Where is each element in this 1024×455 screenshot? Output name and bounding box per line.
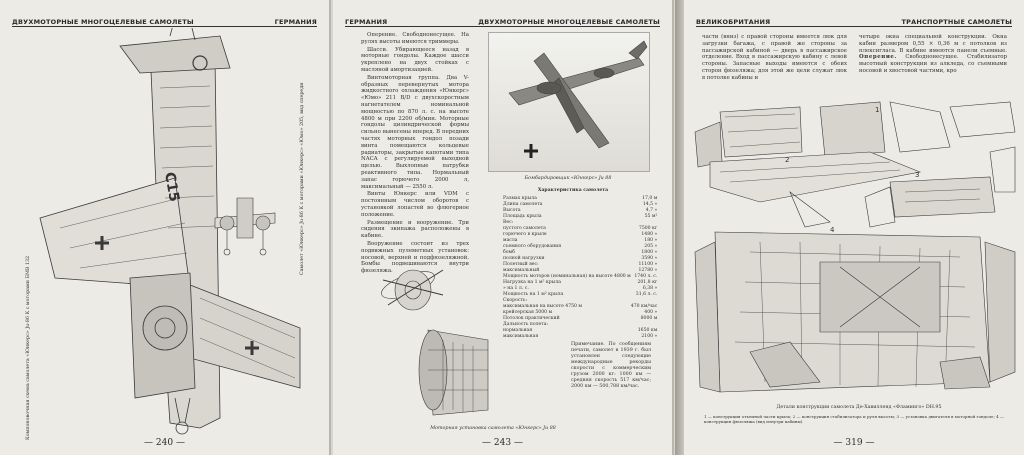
spec-label: масла — [503, 238, 518, 243]
spec-label: Вес: — [503, 220, 514, 225]
spec-label: максимальный — [503, 268, 540, 273]
engine-caption: Моторная установка самолета «Юнкерс» Ju 88 — [430, 426, 556, 431]
spec-label: пустого самолета — [503, 226, 546, 231]
spec-label: бомб — [503, 250, 515, 255]
engine-drawing — [373, 260, 493, 425]
spec-value: 1480 » — [641, 232, 658, 237]
spec-label: максимальная на высоте 4750 м — [503, 304, 582, 309]
text-column-1: части (вниз) с правой стороны имеется люк для загрузки багажа, с правой же стороны за пассажирской кабиной — дверь в пассажирское отделение. Вход в пассажирскую кабину с левой стороны. Запасные выходы имеются с обеих сторон фюзеляжа; для этой же цели служат люк в потолке кабины и — [702, 34, 847, 81]
paragraph: Винты Юнкерс или VDM с постоянным числом оборотов с установкой лопастей во флюгерное положение. — [361, 191, 469, 218]
figure-number: 2 — [785, 156, 790, 164]
spec-title: Характеристика самолета — [537, 188, 609, 193]
spec-label: крейсерская 5000 м — [503, 310, 553, 315]
page-number: — 240 — — [144, 438, 185, 448]
cutaway-drawing-ju86 — [0, 28, 331, 438]
figure-number: 3 — [915, 171, 920, 179]
photo-caption: Бомбардировщик «Юнкерс» Ju 88 — [524, 176, 612, 181]
structural-details-drawing — [690, 92, 1020, 402]
header-right: ТРАНСПОРТНЫЕ САМОЛЕТЫ — [901, 18, 1012, 26]
running-header — [696, 13, 1012, 27]
figure-number: 1 — [875, 106, 880, 114]
spec-value: 55 м² — [644, 214, 658, 219]
spec-label: Мощность на 1 м² крыла — [503, 292, 564, 297]
spec-value: 180 » — [644, 238, 658, 243]
spec-label: Потолок практический — [503, 316, 560, 321]
header-left: ВЕЛИКОБРИТАНИЯ — [696, 18, 771, 26]
aircraft-photo — [488, 32, 650, 172]
spec-label: Нагрузка на 1 м² крыла — [503, 280, 562, 285]
page-240 — [0, 0, 331, 455]
spec-label: » на 1 л. с. — [503, 286, 529, 291]
spec-value: 3590 » — [641, 256, 658, 261]
spec-label: Длина самолета — [503, 202, 543, 207]
page-number: — 319 — — [833, 438, 875, 448]
figure-caption: Детали конструкции самолета Де-Хавилленд «Фламинго» DH.95 — [776, 405, 942, 410]
spec-value: 201,8 кг — [637, 280, 658, 285]
fuselage-marking: C15 — [161, 170, 182, 204]
spec-value: 205 » — [644, 244, 658, 249]
paragraph: Винтомоторная группа. Два V-образных перевернутых мотора жидкостного охлаждения «Юнкерс» «Юмо» 211 B/D с двухскоростным нагнетателем номинальной мощностью по 870 л. с. на высоте 4800 м при 2200 об/мин. Моторные гондолы цилиндрической формы сильно вынесены вперед. В передних частях моторных гондол позади винта помещаются кольцевые радиаторы, закрытые капотами типа NACA с регулируемой выходной щелью. Выхлопные патрубки реактивного типа. Нормальный запас горючего 2000 л, максимальный — 2550 л. — [361, 74, 469, 190]
paragraph: Размещение и вооружение. Три сидения экипажа расположены в кабине. — [361, 219, 469, 240]
spec-label: полной нагрузки — [503, 256, 545, 261]
figure-number: 4 — [830, 226, 835, 234]
spec-label: Полетный вес: — [503, 262, 539, 267]
caption-inset: Самолет «Юнкерс» Ju-86 К с моторами «Юнкерс» «Юмо» 205, вид спереди — [300, 82, 305, 275]
spec-label: Мощность моторов (номинальная) на высоте 4800 м — [503, 274, 631, 279]
caption-main: Компоновочная схема самолета «Юнкерс» Ju-86 К с моторами БМВ 132 — [26, 255, 31, 440]
spec-value: 11100 » — [638, 262, 658, 267]
spec-value: 1740 л. с. — [634, 274, 658, 279]
spec-label: Дальность полета: — [503, 322, 549, 327]
page-319 — [684, 0, 1024, 455]
spec-value: 14,5 » — [642, 202, 658, 207]
spec-label: максимальная — [503, 334, 539, 339]
figure-legend: 1 — конструкция отъемной части крыла; 2 — конструкция стабилизатора и руля высоты; 3 — установка двигателя в моторной гондоле; 4 — конструкция фюзеляжа (вид изнутри кабины). — [704, 414, 1004, 424]
spec-value: 4,7 » — [645, 208, 658, 213]
text-column-2: четыре окна специальной конструкции. Окна кабин размером 0,55 × 0,36 м с потолков из плексигласа. В кабине имеются панели съемные. Оперение. Свободнонесущее. Стабилизатор высотный конструкции из алкледа, со съемными носовой и хвостовой частями, кро — [859, 34, 1007, 74]
spec-value: 17,0 м — [642, 196, 658, 201]
header-left: ГЕРМАНИЯ — [345, 18, 388, 26]
spec-value: 1650 км — [637, 328, 658, 333]
spec-value: 8000 м — [640, 316, 658, 321]
spec-value: 7500 кг — [638, 226, 658, 231]
spec-label: горючего в крыле — [503, 232, 547, 237]
paragraph: Оперение. Свободнонесущее. На рулях высоты имеются триммеры. — [361, 32, 469, 45]
spec-label: Высота — [503, 208, 521, 213]
spec-label: съемного оборудования — [503, 244, 562, 249]
spec-label: Скорость: — [503, 298, 528, 303]
header-left: ДВУХМОТОРНЫЕ МНОГОЦЕЛЕВЫЕ САМОЛЕТЫ — [12, 18, 194, 26]
spec-value: 1800 » — [641, 250, 658, 255]
header-right: ДВУХМОТОРНЫЕ МНОГОЦЕЛЕВЫЕ САМОЛЕТЫ — [478, 18, 660, 26]
book-gutter — [675, 0, 684, 455]
spec-row — [503, 334, 657, 340]
paragraph: Вооружение состоит из трех подвижных пулеметных установок: носовой, верхней и подфюзеляжной. Бомбы подвешиваются внутри фюзеляжа. — [361, 240, 469, 275]
spec-label: нормальная — [503, 328, 533, 333]
page-number: — 243 — — [482, 438, 523, 448]
note-text: Примечание. По сообщениям печати, самолет в 1939 г. был установлен следующие международные рекорды скорости с коммерческим грузом 2000 кг: 1000 км — средняя скорость 517 км/час; 2000 км — 500,788 км/час. — [571, 342, 651, 389]
page-243 — [333, 0, 674, 455]
spec-table — [503, 188, 658, 340]
running-header — [12, 13, 317, 27]
spec-label: Размах крыла — [503, 196, 537, 201]
spec-label: Площадь крыла — [503, 214, 542, 219]
spec-value: 2100 » — [641, 334, 658, 339]
body-text-column — [361, 32, 469, 276]
header-right: ГЕРМАНИЯ — [274, 18, 317, 26]
spec-value: 31,6 л. с. — [635, 292, 658, 297]
spec-value: 6,38 » — [642, 286, 658, 291]
spec-value: 12780 » — [638, 268, 658, 273]
paragraph: Шасси. Убирающееся назад в моторные гондолы. Каждое шасси укреплено на двух стойках с масляной амортизацией. — [361, 46, 469, 73]
spec-value: 470 км/час — [630, 304, 658, 309]
running-header — [345, 13, 660, 27]
spec-value: 400 » — [644, 310, 658, 315]
